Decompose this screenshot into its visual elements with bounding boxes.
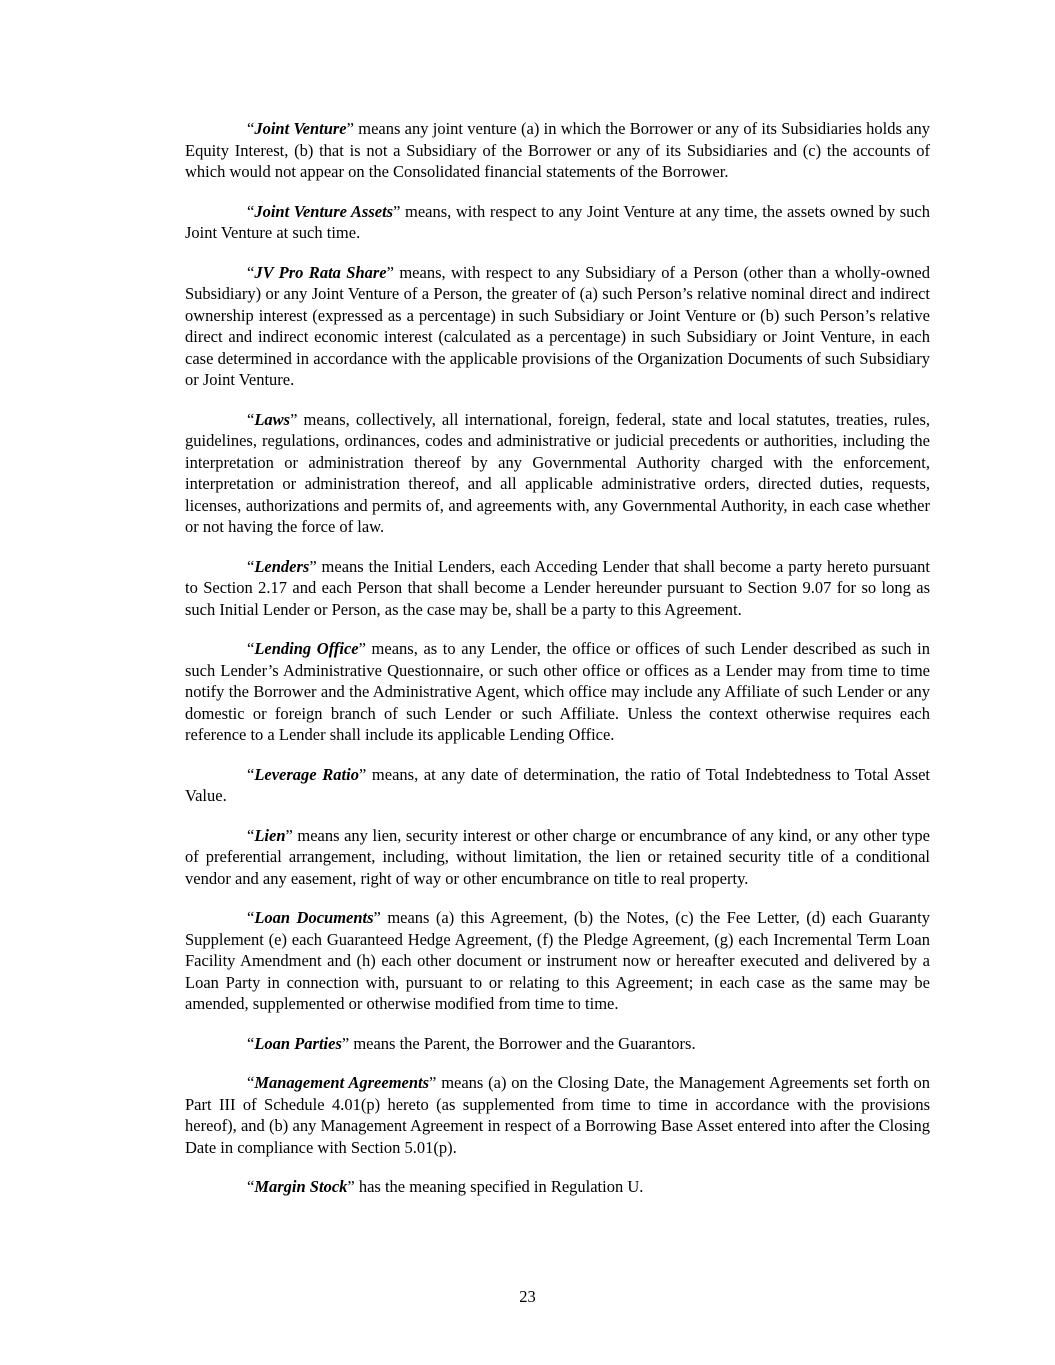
- defined-term: Joint Venture Assets: [254, 201, 394, 221]
- open-quote: “: [247, 262, 255, 282]
- defined-term: Laws: [254, 409, 291, 429]
- open-quote: “: [247, 201, 255, 221]
- definition-lenders: [185, 556, 930, 621]
- open-quote: “: [247, 409, 255, 429]
- open-quote: “: [247, 825, 255, 845]
- definition-text: ” means (a) this Agreement, (b) the Notes, (c) the Fee Letter, (d) each Guaranty Supplement (e) each Guaranteed Hedge Agreement, (f) the Pledge Agreement, (g) each Incremental Term Loan Facility Amendment and (h) each other document or instrument now or hereafter executed and delivered by a Loan Party in connection with, pursuant to or relating to this Agreement; in each case as the same may be amended, supplemented or otherwise modified from time to time.: [185, 908, 930, 1013]
- defined-term: Management Agreements: [254, 1073, 430, 1092]
- definition-text: ” means any lien, security interest or other charge or encumbrance of any kind, or any other type of preferential arrangement, including, without limitation, the lien or retained security title of a conditional vendor and any easement, right of way or other encumbrance on title to real property.: [185, 825, 930, 888]
- definition-text: ” has the meaning specified in Regulation U.: [347, 1177, 644, 1196]
- open-quote: “: [247, 764, 255, 784]
- definition-leverage-ratio: [185, 764, 930, 807]
- open-quote: “: [247, 556, 255, 576]
- definition-text: ” means, collectively, all international, foreign, federal, state and local statutes, treaties, rules, guidelines, regulations, ordinances, codes and administrative or judicial precedents or authorities, including the interpretation or administration thereof by any Governmental Authority charged with the enforcement, interpretation or administration thereof, and all applicable administrative orders, directed duties, requests, licenses, authorizations and permits of, and agreements with, any Governmental Authority, in each case whether or not having the force of law.: [185, 409, 930, 536]
- definition-jv-pro-rata-share: [185, 262, 930, 391]
- defined-term: Loan Parties: [254, 1033, 342, 1053]
- defined-term: JV Pro Rata Share: [254, 262, 387, 282]
- definition-laws: [185, 409, 930, 538]
- defined-term: Lending Office: [254, 639, 359, 658]
- open-quote: “: [247, 1073, 255, 1092]
- open-quote: “: [247, 1177, 255, 1196]
- definition-text: ” means, with respect to any Subsidiary of a Person (other than a wholly-owned Subsidiary) or any Joint Venture of a Person, the greater of (a) such Person’s relative nominal direct and indirect ownership interest (expressed as a percentage) in such Subsidiary or Joint Venture or (b) such Person’s relative direct and indirect economic interest (calculated as a percentage) in such Subsidiary or Joint Venture, in each case determined in accordance with the applicable provisions of the Organization Documents of such Subsidiary or Joint Venture.: [185, 262, 930, 389]
- document-body: [185, 118, 930, 1198]
- defined-term: Leverage Ratio: [254, 764, 359, 784]
- definition-joint-venture: [185, 118, 930, 183]
- definition-loan-parties: [185, 1033, 930, 1055]
- definition-text: ” means, as to any Lender, the office or offices of such Lender described as such in such Lender’s Administrative Questionnaire, or such other office or offices as a Lender may from time to time notify the Borrower and the Administrative Agent, which office may include any Affiliate of such Lender or any domestic or foreign branch of such Lender or such Affiliate. Unless the context otherwise requires each reference to a Lender shall include its applicable Lending Office.: [185, 639, 930, 744]
- definition-text: ” means, with respect to any Joint Venture at any time, the assets owned by such Joint Venture at such time.: [185, 201, 930, 242]
- definition-loan-documents: [185, 907, 930, 1015]
- definition-joint-venture-assets: [185, 201, 930, 244]
- open-quote: “: [247, 639, 255, 658]
- defined-term: Margin Stock: [254, 1177, 348, 1196]
- definition-management-agreements: [185, 1072, 930, 1158]
- definition-lending-office: [185, 638, 930, 746]
- open-quote: “: [247, 119, 255, 138]
- defined-term: Lien: [254, 825, 286, 845]
- page-number: 23: [519, 1287, 536, 1306]
- open-quote: “: [247, 1033, 255, 1053]
- definition-lien: [185, 825, 930, 890]
- definition-text: ” means (a) on the Closing Date, the Management Agreements set forth on Part III of Schedule 4.01(p) hereto (as supplemented from time to time in accordance with the provisions hereof), and (b) any Management Agreement in respect of a Borrowing Base Asset entered into after the Closing Date in compliance with Section 5.01(p).: [185, 1073, 930, 1157]
- defined-term: Loan Documents: [254, 908, 374, 927]
- defined-term: Lenders: [254, 556, 310, 576]
- defined-term: Joint Venture: [254, 119, 347, 138]
- definition-text: ” means the Initial Lenders, each Acceding Lender that shall become a party hereto pursuant to Section 2.17 and each Person that shall become a Lender hereunder pursuant to Section 9.07 for so long as such Initial Lender or Person, as the case may be, shall be a party to this Agreement.: [185, 556, 930, 619]
- definition-text: ” means any joint venture (a) in which the Borrower or any of its Subsidiaries holds any Equity Interest, (b) that is not a Subsidiary of the Borrower or any of its Subsidiaries and (c) the accounts of which would not appear on the Consolidated financial statements of the Borrower.: [185, 119, 931, 181]
- definition-text: ” means, at any date of determination, the ratio of Total Indebtedness to Total Asset Value.: [185, 764, 930, 805]
- definition-text: ” means the Parent, the Borrower and the Guarantors.: [341, 1033, 696, 1053]
- open-quote: “: [247, 908, 255, 927]
- definition-margin-stock: [185, 1176, 930, 1198]
